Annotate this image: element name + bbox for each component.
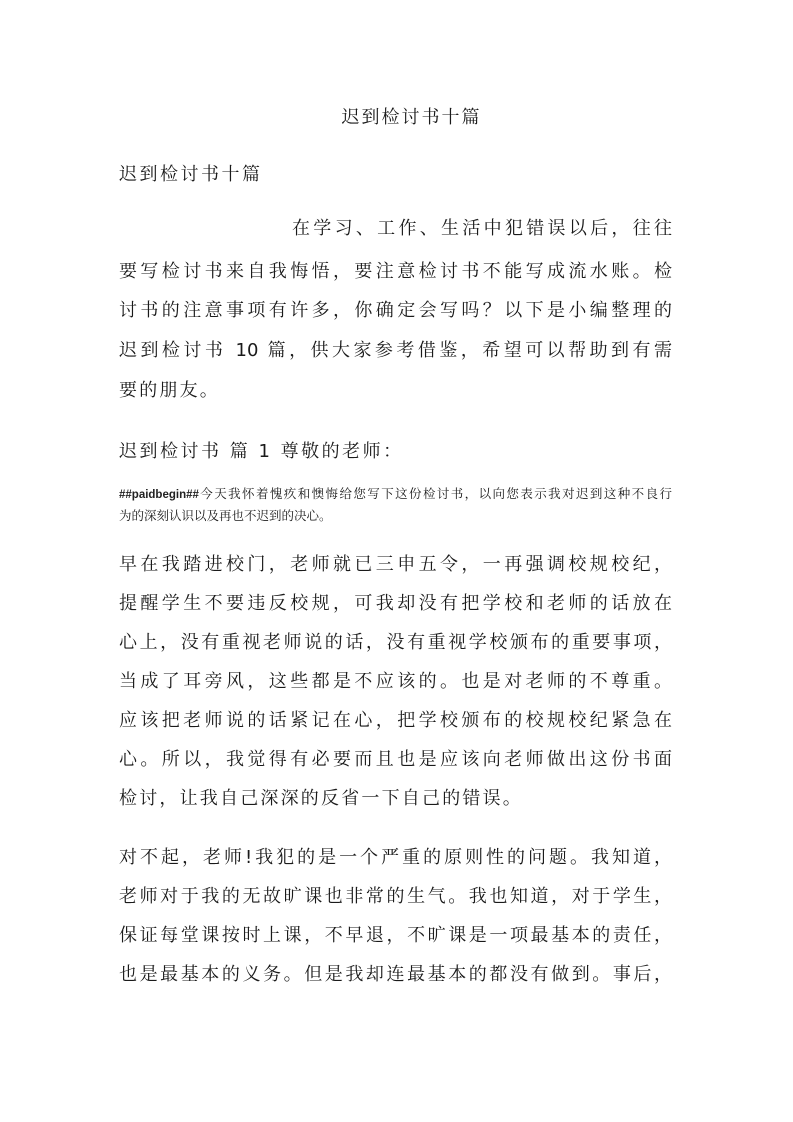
paragraph-line: 对不起，老师!我犯的是一个严重的原则性的问题。我知道， [119,847,672,868]
paragraph-line: 应该把老师说的话紧记在心，把学校颁布的校规校纪紧急在 [119,710,672,731]
paragraph-line: 检讨，让我自己深深的反省一下自己的错误。 [119,788,523,809]
paragraph-line: 心。所以，我觉得有必要而且也是应该向老师做出这份书面 [119,749,672,770]
paragraph-line: 早在我踏进校门，老师就已三申五令，一再强调校规校纪， [119,554,672,575]
paragraph-line: 当成了耳旁风，这些都是不应该的。也是对老师的不尊重。 [119,671,672,692]
section-heading: 迟到检讨书 篇 1 尊敬的老师： [119,441,404,462]
paid-intro-line [119,485,672,504]
paragraph-line: 提醒学生不要违反校规，可我却没有把学校和老师的话放在 [119,593,672,614]
paid-intro-text: 今天我怀着愧疚和懊悔给您写下这份检讨书，以向您表示我对迟到这种不良行 [198,486,672,501]
document-subtitle: 迟到检讨书十篇 [119,164,263,185]
paragraph-line: 老师对于我的无故旷课也非常的生气。我也知道，对于学生， [119,886,672,907]
paid-tag: ##paidbegin## [119,489,199,501]
paragraph-line: 也是最基本的义务。但是我却连最基本的都没有做到。事后， [119,964,672,985]
intro-line: 迟到检讨书 10 篇，供大家参考借鉴，希望可以帮助到有需 [119,340,672,361]
paid-intro-line: 为的深刻认识以及再也不迟到的决心。 [119,508,332,523]
document-title: 迟到检讨书十篇 [341,107,482,128]
intro-line: 在学习、工作、生活中犯错误以后，往往 [292,218,672,239]
paragraph-line: 保证每堂课按时上课，不早退，不旷课是一项最基本的责任， [119,925,672,946]
intro-line: 讨书的注意事项有许多，你确定会写吗？以下是小编整理的 [119,300,672,321]
intro-line: 要写检讨书来自我悔悟，要注意检讨书不能写成流水账。检 [119,261,672,282]
paragraph-line: 心上，没有重视老师说的话，没有重视学校颁布的重要事项， [119,632,672,653]
intro-line: 要的朋友。 [119,380,220,401]
